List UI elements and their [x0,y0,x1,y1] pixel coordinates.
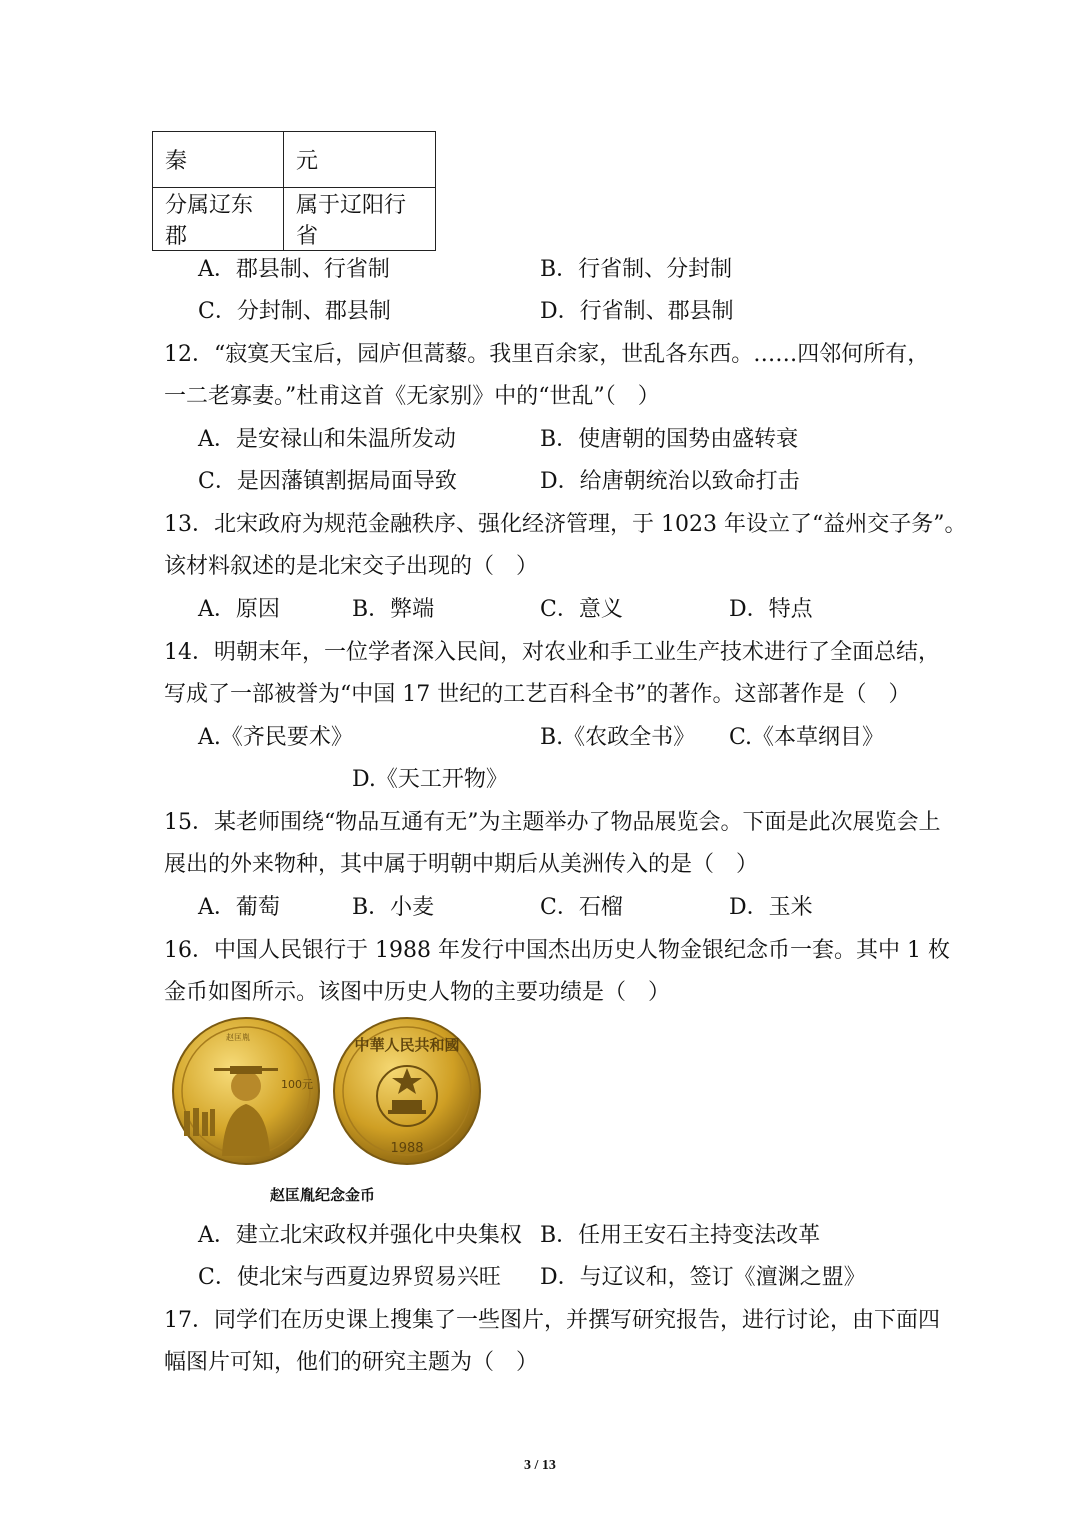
q14-option-a: A.《齐民要术》 [198,725,353,750]
commemorative-coins-image [164,1016,494,1166]
page-number: 3 / 13 [524,1458,556,1473]
q15-stem-line1: 15．某老师围绕“物品互通有无”为主题举办了物品展览会。下面是此次展览会上 [164,810,941,835]
q15-option-b: B．小麦 [352,895,435,920]
dynasty-table [152,131,436,251]
q17-stem-line2: 幅图片可知，他们的研究主题为（ ） [164,1350,539,1375]
q11-option-b: B．行省制、分封制 [540,257,733,282]
q12-option-d: D．给唐朝统治以致命打击 [540,469,800,494]
q14-option-d: D.《天工开物》 [352,767,508,792]
emperor-head [231,1071,261,1101]
q14-stem-line1: 14．明朝末年，一位学者深入民间，对农业和手工业生产技术进行了全面总结， [164,640,940,665]
q15-option-a: A．葡萄 [198,895,280,920]
coin-back [334,1018,480,1164]
coin-year: 1988 [390,1141,424,1156]
q17-stem-line1: 17．同学们在历史课上搜集了一些图片，并撰写研究报告，进行讨论，由下面四 [164,1308,940,1333]
table-cell: 元 [284,132,436,188]
table-row [153,132,436,188]
table-cell: 秦 [153,132,284,188]
q13-option-a: A．原因 [198,597,280,622]
coin-front [173,1018,319,1164]
table-row [153,188,436,251]
coin-front-text: 赵匡胤 [226,1033,250,1042]
q16-option-a: A．建立北宋政权并强化中央集权 [198,1223,522,1248]
q15-option-d: D．玉米 [729,895,813,920]
q11-option-a: A．郡县制、行省制 [198,257,390,282]
q16-option-c: C．使北宋与西夏边界贸易兴旺 [198,1265,501,1290]
q12-stem-line2: 一二老寡妻。”杜甫这首《无家别》中的“世乱”（ ） [164,384,660,409]
q14-stem-line2: 写成了一部被誉为“中国 17 世纪的工艺百科全书”的著作。这部著作是（ ） [164,682,911,707]
coin-caption: 赵匡胤纪念金币 [270,1186,376,1204]
q12-option-b: B．使唐朝的国势由盛转衰 [540,427,799,452]
coin-denomination: 100元 [281,1078,313,1091]
q16-option-b: B．任用王安石主持变法改革 [540,1223,821,1248]
q13-option-d: D．特点 [729,597,813,622]
q12-stem-line1: 12．“寂寞天宝后，园庐但蒿藜。我里百余家，世乱各东西。……四邻何所有， [164,342,930,367]
coin-back-text: 中華人民共和國 [354,1036,460,1054]
q13-option-b: B．弊端 [352,597,435,622]
q11-option-c: C．分封制、郡县制 [198,299,391,324]
q13-stem-line2: 该材料叙述的是北宋交子出现的（ ） [164,554,539,579]
q11-option-d: D．行省制、郡县制 [540,299,734,324]
q14-option-b: B.《农政全书》 [540,725,696,750]
q12-option-a: A．是安禄山和朱温所发动 [198,427,456,452]
q16-stem-line2: 金币如图所示。该图中历史人物的主要功绩是（ ） [164,980,671,1005]
q13-stem-line1: 13．北宋政府为规范金融秩序、强化经济管理，于 1023 年设立了“益州交子务”。 [164,512,967,537]
q13-option-c: C．意义 [540,597,623,622]
q16-stem-line1: 16．中国人民银行于 1988 年发行中国杰出历史人物金银纪念币一套。其中 1 枚 [164,938,950,963]
q16-option-d: D．与辽议和，签订《澶渊之盟》 [540,1265,866,1290]
table-cell: 分属辽东郡 [153,188,284,251]
q15-stem-line2: 展出的外来物种，其中属于明朝中期后从美洲传入的是（ ） [164,852,759,877]
tiananmen-icon [392,1100,422,1110]
q15-option-c: C．石榴 [540,895,623,920]
q14-option-c: C.《本草纲目》 [729,725,885,750]
q12-option-c: C．是因藩镇割据局面导致 [198,469,457,494]
table-cell: 属于辽阳行省 [284,188,436,251]
